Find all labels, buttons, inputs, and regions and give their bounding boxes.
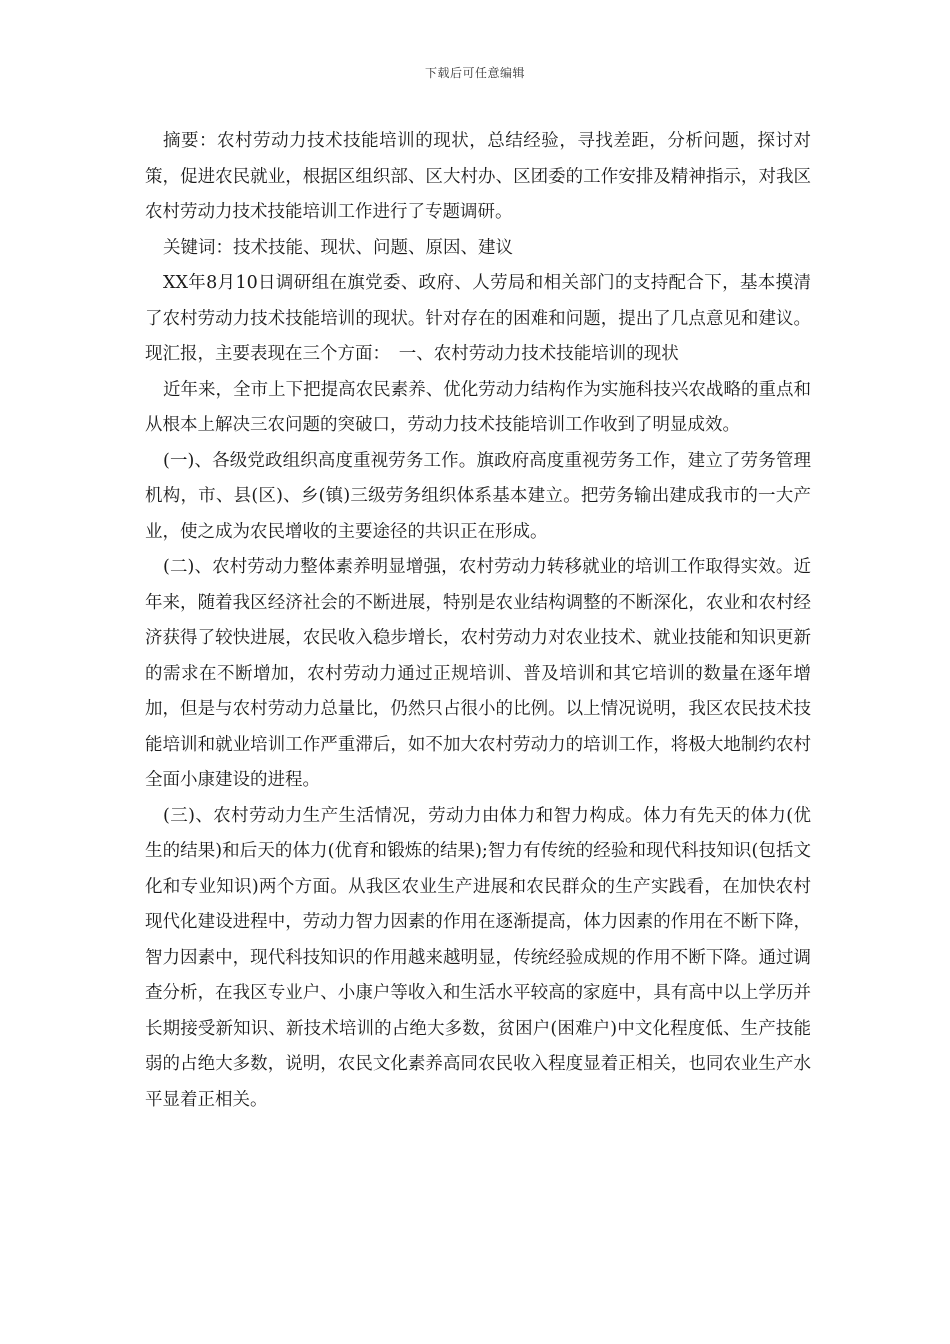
section-two-paragraph: (二)、农村劳动力整体素养明显增强，农村劳动力转移就业的培训工作取得实效。近年来，随着我区经济社会的不断进展，特别是农业结构调整的不断深化，农业和农村经济获得了较快进展，农民收入稳步增长，农村劳动力对农业技术、就业技能和知识更新的需求在不断增加，农村劳动力通过正规培训、普及培训和其它培训的数量在逐年增加，但是与农村劳动力总量比，仍然只占很小的比例。以上情况说明，我区农民技术技能培训和就业培训工作严重滞后，如不加大农村劳动力的培训工作，将极大地制约农村全面小康建设的进程。 [145, 557, 811, 790]
page-header: 下载后可任意编辑 [424, 66, 525, 80]
intro-paragraph: XX年8月10日调研组在旗党委、政府、人劳局和相关部门的支持配合下，基本摸清了农村劳动力技术技能培训的现状。针对存在的困难和问题，提出了几点意见和建议。现汇报，主要表现在三个方面： 一、农村劳动力技术技能培训的现状 [145, 273, 811, 364]
section-three-paragraph: (三)、农村劳动力生产生活情况，劳动力由体力和智力构成。体力有先天的体力(优生的结果)和后天的体力(优育和锻炼的结果);智力有传统的经验和现代科技知识(包括文化和专业知识)两个方面。从我区农业生产进展和农民群众的生产实践看，在加快农村现代化建设进程中，劳动力智力因素的作用在逐渐提高，体力因素的作用在不断下降，智力因素中，现代科技知识的作用越来越明显，传统经验成规的作用不断下降。通过调查分析，在我区专业户、小康户等收入和生活水平较高的家庭中，具有高中以上学历并长期接受新知识、新技术培训的占绝大多数，贫困户(困难户)中文化程度低、生产技能弱的占绝大多数，说明，农民文化素养高同农民收入程度显着正相关，也同农业生产水平显着正相关。 [145, 805, 811, 1110]
abstract-paragraph: 摘要：农村劳动力技术技能培训的现状，总结经验，寻找差距，分析问题，探讨对策，促进农民就业，根据区组织部、区大村办、区团委的工作安排及精神指示，对我区农村劳动力技术技能培训工作进行了专题调研。 [145, 131, 811, 222]
document-body [145, 124, 811, 1118]
section-one-paragraph: (一)、各级党政组织高度重视劳务工作。旗政府高度重视劳务工作，建立了劳务管理机构，市、县(区)、乡(镇)三级劳务组织体系基本建立。把劳务输出建成我市的一大产业，使之成为农民增收的主要途径的共识正在形成。 [145, 450, 811, 542]
body-paragraph: 近年来，全市上下把提高农民素养、优化劳动力结构作为实施科技兴农战略的重点和从根本上解决三农问题的突破口，劳动力技术技能培训工作收到了明显成效。 [145, 379, 811, 435]
keywords-paragraph: 关键词：技术技能、现状、问题、原因、建议 [163, 237, 513, 258]
